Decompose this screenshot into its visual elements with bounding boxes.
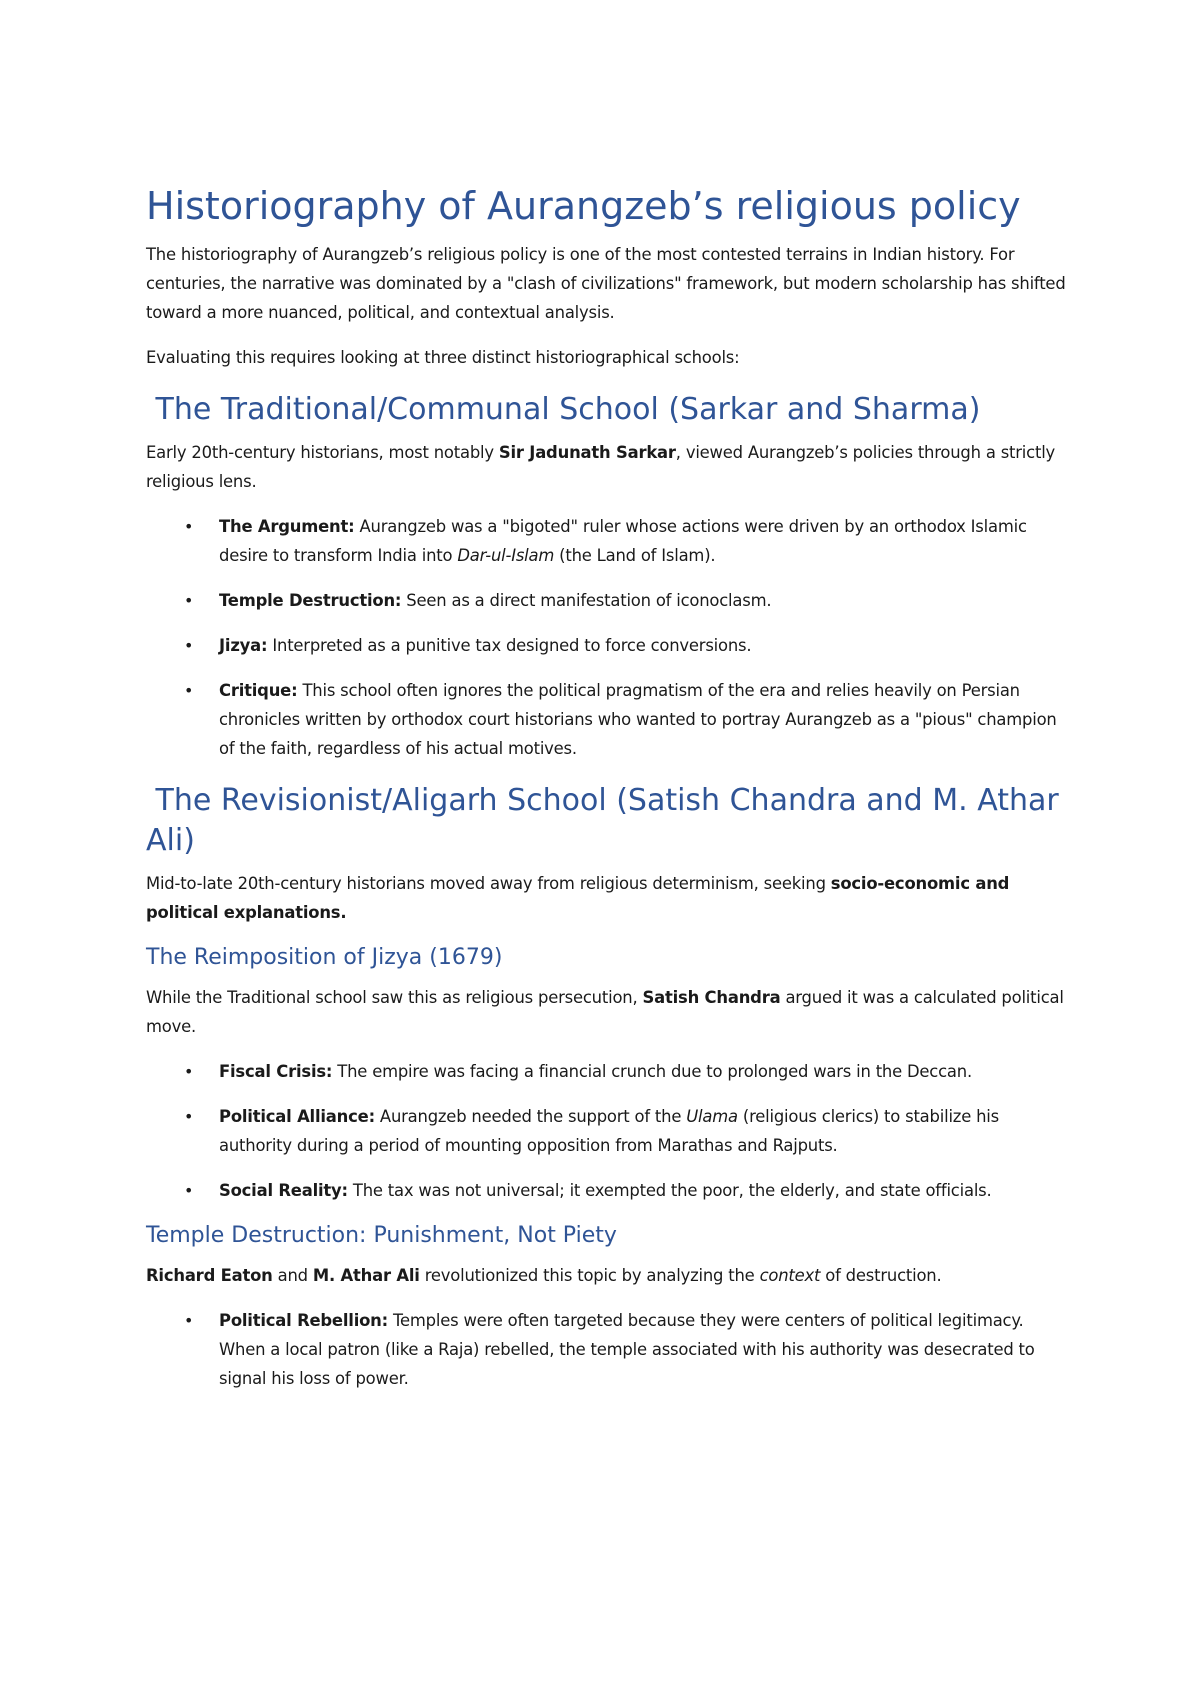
bold-name: Satish Chandra — [642, 988, 781, 1007]
bullet-label: Critique: — [219, 681, 298, 700]
bullet-text: The tax was not universal; it exempted the poor, the elderly, and state officials. — [347, 1181, 992, 1200]
revisionist-intro — [146, 869, 1066, 927]
bullet-icon: • — [184, 1107, 194, 1126]
bullet-text: Aurangzeb needed the support of the — [374, 1107, 687, 1126]
bullet-label: Political Rebellion: — [219, 1311, 388, 1330]
jizya-intro — [146, 983, 1066, 1041]
bullet-text: The empire was facing a financial crunch due to prolonged wars in the Deccan. — [332, 1062, 972, 1081]
intro-paragraph: The historiography of Aurangzeb’s religious policy is one of the most contested terrains in Indian history. For centuries, the narrative was dominated by a "clash of civilizations" framework, but modern scholarship has shifted toward a more nuanced, political, and contextual analysis. — [146, 245, 1066, 322]
jizya-bullets — [146, 1057, 1066, 1205]
intro-paragraph: Evaluating this requires looking at three distinct historiographical schools: — [146, 348, 740, 367]
section-heading-traditional: The Traditional/Communal School (Sarkar and Sharma) — [146, 392, 981, 427]
bold-phrase: socio-economic and political explanations. — [146, 874, 1010, 922]
bullet-icon: • — [184, 1311, 194, 1330]
bullet-label: Political Alliance: — [219, 1107, 375, 1126]
subheading-jizya: The Reimposition of Jizya (1679) — [146, 945, 503, 970]
bullet-text: Aurangzeb was a "bigoted" ruler whose actions were driven by an orthodox Islamic desire to transform India into — [219, 517, 1027, 565]
traditional-bullets — [146, 512, 1066, 763]
list-item — [146, 586, 1066, 615]
bullet-icon: • — [184, 681, 194, 700]
bullet-icon: • — [184, 636, 194, 655]
bold-name: Richard Eaton — [146, 1266, 273, 1285]
list-item — [146, 676, 1066, 763]
italic-term: context — [759, 1266, 821, 1285]
bullet-text: Temples were often targeted because they were centers of political legitimacy. When a local patron (like a Raja) rebelled, the temple associated with his authority was desecrated to signal his loss of power. — [219, 1311, 1035, 1388]
text-run: Early 20th-century historians, most notably — [146, 443, 499, 462]
bullet-icon: • — [184, 1181, 194, 1200]
bullet-label: Jizya: — [219, 636, 268, 655]
bullet-icon: • — [184, 1062, 194, 1081]
text-run: , viewed Aurangzeb’s policies through a strictly religious lens. — [146, 443, 1056, 491]
bold-name: M. Athar Ali — [312, 1266, 420, 1285]
list-item — [146, 512, 1066, 570]
list-item — [146, 1057, 1066, 1086]
bullet-text: Interpreted as a punitive tax designed to force conversions. — [267, 636, 752, 655]
traditional-intro — [146, 438, 1066, 496]
bullet-icon: • — [184, 591, 194, 610]
italic-term: Dar-ul-Islam — [457, 546, 555, 565]
temple-intro — [146, 1261, 1066, 1290]
section-heading-revisionist: The Revisionist/Aligarh School (Satish Chandra and M. Athar Ali) — [146, 783, 1069, 858]
document-page — [146, 180, 1069, 1409]
list-item — [146, 1176, 1066, 1205]
list-item — [146, 1102, 1066, 1160]
list-item — [146, 631, 1066, 660]
bullet-text: This school often ignores the political pragmatism of the era and relies heavily on Persian chronicles written by orthodox court historians who wanted to portray Aurangzeb as a "pious" champion of the faith, regardless of his actual motives. — [219, 681, 1057, 758]
text-run: Mid-to-late 20th-century historians moved away from religious determinism, seeking — [146, 874, 831, 893]
text-run: While the Traditional school saw this as religious persecution, — [146, 988, 643, 1007]
text-run: of destruction. — [820, 1266, 942, 1285]
bullet-label: Fiscal Crisis: — [219, 1062, 333, 1081]
bullet-label: Social Reality: — [219, 1181, 348, 1200]
temple-bullets — [146, 1306, 1066, 1393]
bullet-label: The Argument: — [219, 517, 355, 536]
text-run: argued it was a calculated political move. — [146, 988, 1064, 1036]
bullet-text: (the Land of Islam). — [554, 546, 716, 565]
italic-term: Ulama — [686, 1107, 738, 1126]
list-item — [146, 1306, 1066, 1393]
document-title: Historiography of Aurangzeb’s religious policy — [146, 184, 1021, 228]
text-run: revolutionized this topic by analyzing the — [419, 1266, 760, 1285]
bullet-text: Seen as a direct manifestation of iconoclasm. — [401, 591, 772, 610]
bullet-text: (religious clerics) to stabilize his authority during a period of mounting opposition from Marathas and Rajputs. — [219, 1107, 999, 1155]
bold-name: Sir Jadunath Sarkar — [498, 443, 676, 462]
bullet-label: Temple Destruction: — [219, 591, 402, 610]
bullet-icon: • — [184, 517, 194, 536]
text-run: and — [272, 1266, 313, 1285]
subheading-temple: Temple Destruction: Punishment, Not Piety — [146, 1223, 617, 1248]
